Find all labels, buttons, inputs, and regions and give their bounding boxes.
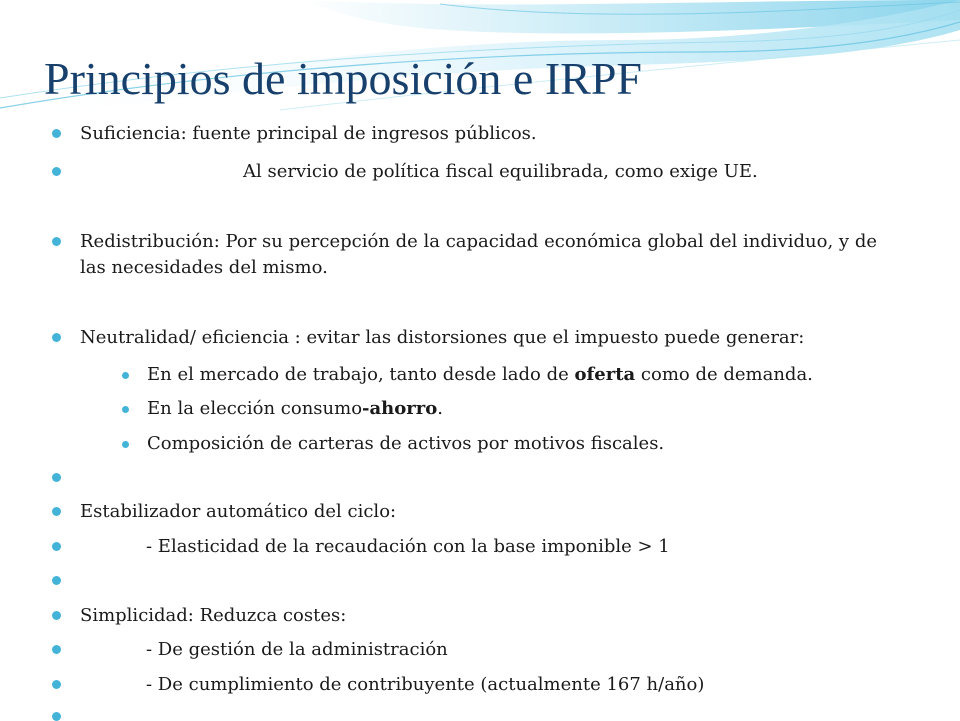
bullet-text: Redistribución: Por su percepción de la capacidad económica global del individuo, y de las necesidades del mismo.	[80, 231, 877, 278]
bullet-text-pre: En la elección consumo	[147, 398, 363, 419]
bullet-item	[80, 672, 704, 698]
bullet-text: Composición de carteras de activos por motivos fiscales.	[147, 433, 665, 454]
bullet-text-post: como de demanda.	[635, 364, 813, 385]
bullet-item	[80, 121, 537, 147]
bullet-dot-icon	[52, 167, 61, 176]
bullet-text: - Elasticidad de la recaudación con la base imponible > 1	[146, 536, 670, 557]
bullet-text: - De cumplimiento de contribuyente (actualmente 167 h/año)	[146, 674, 705, 695]
bullet-text-post: .	[437, 398, 443, 419]
bullet-item	[80, 325, 804, 351]
bullet-dot-icon	[122, 441, 129, 448]
bullet-dot-icon	[52, 611, 61, 620]
bullet-text: Estabilizador automático del ciclo:	[80, 501, 397, 522]
bullet-dot-icon	[52, 129, 61, 138]
bullet-dot-icon	[52, 237, 61, 246]
bullet-dot-icon	[52, 542, 61, 551]
bullet-item	[80, 159, 758, 185]
bullet-dot-icon	[52, 473, 61, 482]
bullet-item	[80, 499, 396, 525]
sub-bullet-item	[147, 431, 664, 457]
bullet-text: Simplicidad: Reduzca costes:	[80, 605, 347, 626]
sub-bullet-item	[147, 362, 813, 388]
bullet-dot-icon	[52, 680, 61, 689]
bullet-item	[80, 603, 346, 629]
bullet-item	[80, 637, 448, 663]
bullet-dot-icon	[52, 333, 61, 342]
sub-bullet-item	[147, 396, 443, 422]
bullet-text-bold: -ahorro	[362, 398, 438, 419]
bullet-text: - De gestión de la administración	[146, 639, 448, 660]
bullet-text: Al servicio de política fiscal equilibrada, como exige UE.	[243, 161, 758, 182]
bullet-text-pre: En el mercado de trabajo, tanto desde lado de	[147, 364, 575, 385]
bullet-text: Neutralidad/ eficiencia : evitar las distorsiones que el impuesto puede generar:	[80, 327, 805, 348]
bullet-dot-icon	[52, 645, 61, 654]
bullet-dot-icon	[52, 507, 61, 516]
bullet-dot-icon	[122, 406, 129, 413]
bullet-text: Suficiencia: fuente principal de ingresos públicos.	[80, 123, 537, 144]
bullet-dot-icon	[52, 576, 61, 585]
bullet-item	[80, 534, 670, 560]
bullet-text-bold: oferta	[574, 364, 636, 385]
slide-title: Principios de imposición e IRPF	[44, 53, 642, 104]
bullet-item	[80, 229, 900, 281]
bullet-dot-icon	[122, 372, 129, 379]
